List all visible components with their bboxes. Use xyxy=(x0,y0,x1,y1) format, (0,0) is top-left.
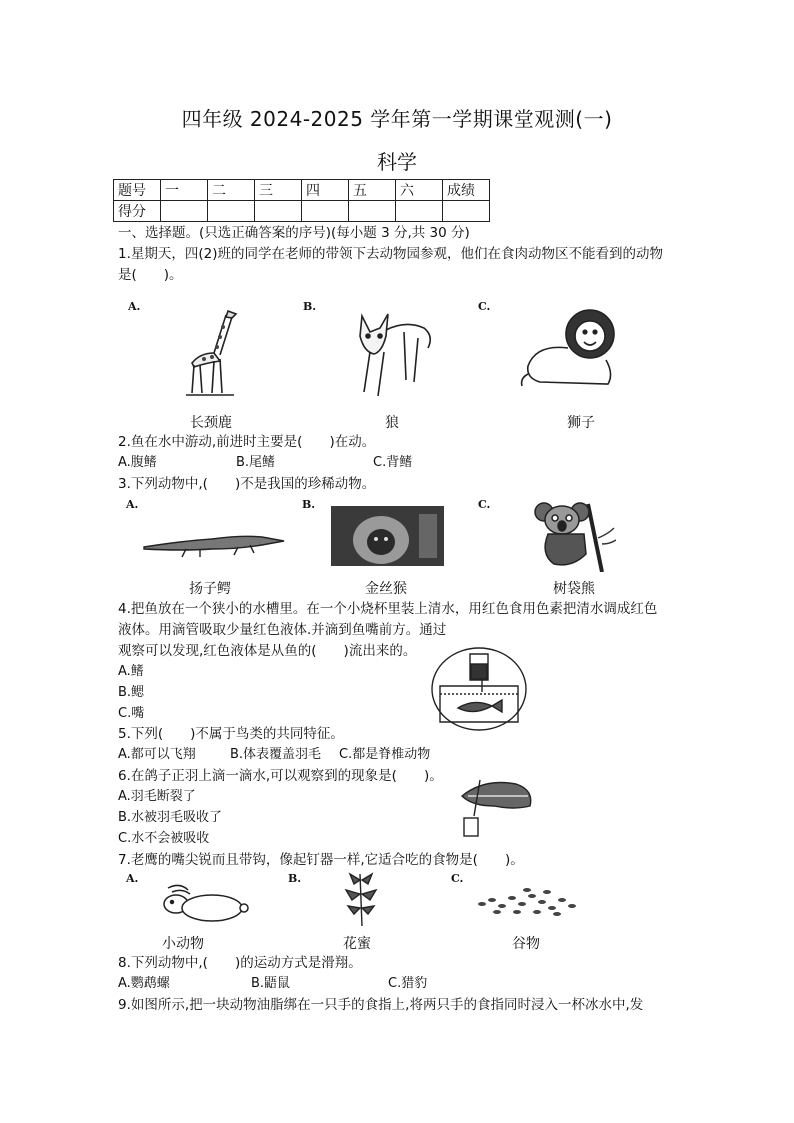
score-table-header-row xyxy=(114,180,490,201)
question-7: 7.老鹰的嘴尖锐而且带钩，像起钉器一样,它适合吃的食物是( )。 xyxy=(118,852,524,868)
fish-experiment-image xyxy=(430,646,528,732)
table-cell: 成绩 xyxy=(443,180,490,201)
option-c[interactable]: C.水不会被吸收 xyxy=(118,831,210,846)
giraffe-image xyxy=(178,305,242,401)
section-heading: 一、选择题。(只选正确答案的序号)(每小题 3 分,共 30 分) xyxy=(118,225,470,241)
image-caption: 花蜜 xyxy=(343,936,371,952)
option-c[interactable]: C.背鳍 xyxy=(373,455,413,470)
option-c[interactable]: C.都是脊椎动物 xyxy=(339,747,431,762)
score-input-cell[interactable] xyxy=(161,201,208,222)
option-a[interactable]: A.都可以飞翔 xyxy=(118,747,196,762)
question-4-line-2: 液体。用滴管吸取少量红色液体.并滴到鱼嘴前方。通过 xyxy=(118,622,447,638)
subject-title: 科学 xyxy=(377,150,417,174)
question-4-line-1: 4.把鱼放在一个狭小的水槽里。在一个小烧杯里装上清水，用红色食用色素把清水调成红色 xyxy=(118,601,658,617)
option-b[interactable]: B.尾鳍 xyxy=(236,455,276,470)
option-c[interactable]: C.嘴 xyxy=(118,706,145,721)
option-letter: C. xyxy=(478,498,491,511)
option-letter: A. xyxy=(126,498,139,511)
score-input-cell[interactable] xyxy=(208,201,255,222)
table-cell: 三 xyxy=(255,180,302,201)
score-table-score-row xyxy=(114,201,490,222)
option-letter: C. xyxy=(451,872,464,885)
option-letter: C. xyxy=(478,300,491,313)
question-1-line-2: 是( )。 xyxy=(118,267,183,283)
option-letter: B. xyxy=(302,498,316,511)
option-b[interactable]: B.鼯鼠 xyxy=(251,976,291,991)
option-a[interactable]: A.鹦鹉螺 xyxy=(118,976,170,991)
question-8: 8.下列动物中,( )的运动方式是滑翔。 xyxy=(118,955,362,971)
option-b[interactable]: B.体表覆盖羽毛 xyxy=(230,747,322,762)
score-table xyxy=(113,179,490,222)
lion-image xyxy=(516,304,620,392)
option-letter: B. xyxy=(288,872,302,885)
grain-image xyxy=(462,884,584,920)
question-5: 5.下列( )不属于鸟类的共同特征。 xyxy=(118,726,344,742)
option-letter: B. xyxy=(303,300,317,313)
rabbit-image xyxy=(154,880,250,924)
image-caption: 树袋熊 xyxy=(553,581,595,597)
score-input-cell[interactable] xyxy=(443,201,490,222)
golden-monkey-image xyxy=(331,506,444,566)
score-input-cell[interactable] xyxy=(396,201,443,222)
table-cell: 四 xyxy=(302,180,349,201)
question-4-line-3: 观察可以发现,红色液体是从鱼的( )流出来的。 xyxy=(118,643,417,659)
question-6: 6.在鸽子正羽上滴一滴水,可以观察到的现象是( )。 xyxy=(118,768,443,784)
table-cell: 得分 xyxy=(114,201,161,222)
option-a[interactable]: A.腹鳍 xyxy=(118,455,157,470)
table-cell: 题号 xyxy=(114,180,161,201)
koala-image xyxy=(532,498,616,572)
table-cell: 五 xyxy=(349,180,396,201)
option-c[interactable]: C.猎豹 xyxy=(388,976,428,991)
exam-title: 四年级 2024-2025 学年第一学期课堂观测(一) xyxy=(181,107,613,131)
image-caption: 扬子鳄 xyxy=(189,581,231,597)
table-cell: 六 xyxy=(396,180,443,201)
option-b[interactable]: B.鳃 xyxy=(118,685,145,700)
score-input-cell[interactable] xyxy=(302,201,349,222)
image-caption: 狼 xyxy=(385,415,399,431)
option-letter: A. xyxy=(126,872,139,885)
table-cell: 一 xyxy=(161,180,208,201)
image-caption: 小动物 xyxy=(162,936,204,952)
option-a[interactable]: A.鳍 xyxy=(118,664,144,679)
feather-experiment-image xyxy=(454,772,536,838)
question-9: 9.如图所示,把一块动物油脂绑在一只手的食指上,将两只手的食指同时浸入一杯冰水中,发 xyxy=(118,997,644,1013)
question-2: 2.鱼在水中游动,前进时主要是( )在动。 xyxy=(118,434,376,450)
image-caption: 狮子 xyxy=(567,415,595,431)
wolf-image xyxy=(344,302,436,402)
option-letter: A. xyxy=(128,300,141,313)
option-a[interactable]: A.羽毛断裂了 xyxy=(118,789,196,804)
flower-image xyxy=(338,870,384,928)
score-input-cell[interactable] xyxy=(349,201,396,222)
table-cell: 二 xyxy=(208,180,255,201)
option-b[interactable]: B.水被羽毛吸收了 xyxy=(118,810,223,825)
question-3: 3.下列动物中,( )不是我国的珍稀动物。 xyxy=(118,476,376,492)
image-caption: 谷物 xyxy=(512,936,540,952)
question-1-line-1: 1.星期天，四(2)班的同学在老师的带领下去动物园参观，他们在食肉动物区不能看到的动物 xyxy=(118,246,664,262)
alligator-image xyxy=(142,525,286,559)
score-input-cell[interactable] xyxy=(255,201,302,222)
image-caption: 金丝猴 xyxy=(365,581,407,597)
image-caption: 长颈鹿 xyxy=(190,415,232,431)
